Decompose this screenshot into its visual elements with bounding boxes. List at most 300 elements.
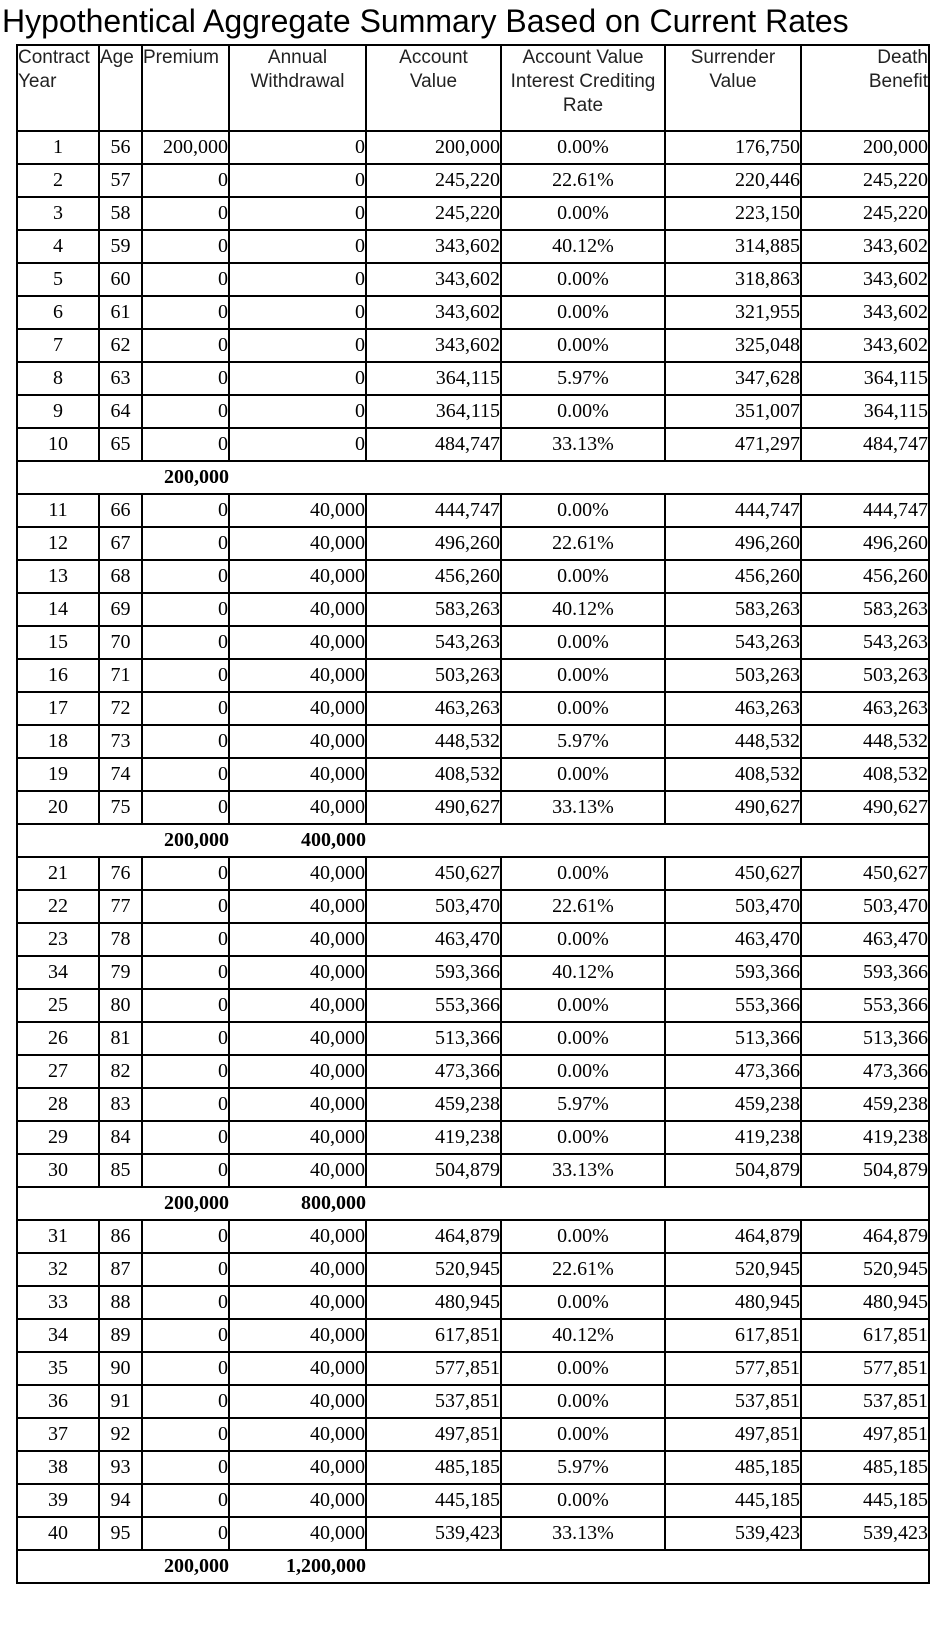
cell-death-benefit: 343,602 (801, 296, 929, 329)
subtotal-empty-cell (366, 1550, 501, 1583)
cell-surrender-value: 463,470 (665, 923, 801, 956)
cell-premium: 0 (142, 230, 229, 263)
cell-account-value: 513,366 (366, 1022, 501, 1055)
cell-age: 95 (99, 1517, 142, 1550)
cell-premium: 0 (142, 1451, 229, 1484)
table-row (17, 329, 929, 362)
cell-death-benefit: 496,260 (801, 527, 929, 560)
cell-age: 58 (99, 197, 142, 230)
subtotal-premium: 200,000 (142, 1550, 229, 1583)
cell-death-benefit: 245,220 (801, 164, 929, 197)
subtotal-row (17, 824, 929, 857)
table-row (17, 626, 929, 659)
cell-interest-rate: 33.13% (501, 1517, 665, 1550)
table-row (17, 791, 929, 824)
subtotal-row (17, 1550, 929, 1583)
cell-age: 70 (99, 626, 142, 659)
subtotal-empty-cell (99, 461, 142, 494)
cell-interest-rate: 0.00% (501, 659, 665, 692)
subtotal-empty-cell (366, 461, 501, 494)
cell-premium: 0 (142, 857, 229, 890)
cell-annual-withdrawal: 40,000 (229, 989, 366, 1022)
cell-death-benefit: 617,851 (801, 1319, 929, 1352)
cell-premium: 0 (142, 1286, 229, 1319)
cell-premium: 0 (142, 527, 229, 560)
cell-annual-withdrawal: 0 (229, 263, 366, 296)
cell-premium: 0 (142, 593, 229, 626)
header-line: Interest Crediting (510, 71, 656, 92)
table-row (17, 1286, 929, 1319)
cell-contract-year: 18 (17, 725, 99, 758)
cell-account-value: 583,263 (366, 593, 501, 626)
cell-annual-withdrawal: 40,000 (229, 956, 366, 989)
cell-contract-year: 40 (17, 1517, 99, 1550)
header-line: Rate (562, 95, 604, 116)
cell-annual-withdrawal: 40,000 (229, 1319, 366, 1352)
cell-premium: 0 (142, 758, 229, 791)
subtotal-empty-cell (665, 1550, 801, 1583)
cell-interest-rate: 0.00% (501, 758, 665, 791)
cell-death-benefit: 503,263 (801, 659, 929, 692)
subtotal-empty-cell (17, 1550, 99, 1583)
cell-contract-year: 33 (17, 1286, 99, 1319)
cell-account-value: 480,945 (366, 1286, 501, 1319)
cell-interest-rate: 0.00% (501, 1220, 665, 1253)
table-row (17, 1088, 929, 1121)
cell-death-benefit: 513,366 (801, 1022, 929, 1055)
table-row (17, 164, 929, 197)
cell-surrender-value: 471,297 (665, 428, 801, 461)
cell-annual-withdrawal: 0 (229, 164, 366, 197)
cell-premium: 0 (142, 1319, 229, 1352)
table-row (17, 1055, 929, 1088)
cell-account-value: 245,220 (366, 197, 501, 230)
cell-contract-year: 12 (17, 527, 99, 560)
table-row (17, 1517, 929, 1550)
subtotal-row (17, 461, 929, 494)
cell-age: 73 (99, 725, 142, 758)
cell-surrender-value: 450,627 (665, 857, 801, 890)
cell-annual-withdrawal: 40,000 (229, 494, 366, 527)
subtotal-empty-cell (801, 1550, 929, 1583)
cell-interest-rate: 0.00% (501, 1385, 665, 1418)
cell-surrender-value: 485,185 (665, 1451, 801, 1484)
cell-death-benefit: 419,238 (801, 1121, 929, 1154)
cell-age: 82 (99, 1055, 142, 1088)
table-body (17, 131, 929, 1583)
header-annual-withdrawal (229, 45, 366, 131)
cell-interest-rate: 0.00% (501, 395, 665, 428)
cell-death-benefit: 343,602 (801, 329, 929, 362)
cell-surrender-value: 176,750 (665, 131, 801, 164)
subtotal-withdrawal: 800,000 (229, 1187, 366, 1220)
cell-account-value: 343,602 (366, 296, 501, 329)
cell-premium: 0 (142, 263, 229, 296)
cell-account-value: 503,470 (366, 890, 501, 923)
cell-age: 68 (99, 560, 142, 593)
subtotal-empty-cell (801, 1187, 929, 1220)
cell-annual-withdrawal: 40,000 (229, 1451, 366, 1484)
cell-annual-withdrawal: 40,000 (229, 1517, 366, 1550)
cell-interest-rate: 0.00% (501, 494, 665, 527)
cell-annual-withdrawal: 40,000 (229, 725, 366, 758)
cell-account-value: 456,260 (366, 560, 501, 593)
cell-age: 72 (99, 692, 142, 725)
table-row (17, 956, 929, 989)
cell-premium: 0 (142, 1220, 229, 1253)
table-row (17, 758, 929, 791)
cell-age: 78 (99, 923, 142, 956)
cell-age: 61 (99, 296, 142, 329)
cell-annual-withdrawal: 40,000 (229, 560, 366, 593)
cell-interest-rate: 5.97% (501, 1451, 665, 1484)
cell-contract-year: 10 (17, 428, 99, 461)
cell-account-value: 343,602 (366, 263, 501, 296)
table-row (17, 890, 929, 923)
cell-premium: 0 (142, 494, 229, 527)
cell-death-benefit: 364,115 (801, 395, 929, 428)
cell-contract-year: 2 (17, 164, 99, 197)
subtotal-empty-cell (801, 461, 929, 494)
header-surrender-value (665, 45, 801, 131)
cell-annual-withdrawal: 0 (229, 230, 366, 263)
cell-age: 74 (99, 758, 142, 791)
subtotal-empty-cell (801, 824, 929, 857)
cell-contract-year: 14 (17, 593, 99, 626)
cell-interest-rate: 5.97% (501, 362, 665, 395)
cell-contract-year: 39 (17, 1484, 99, 1517)
table-row (17, 1418, 929, 1451)
cell-surrender-value: 577,851 (665, 1352, 801, 1385)
cell-age: 65 (99, 428, 142, 461)
cell-surrender-value: 513,366 (665, 1022, 801, 1055)
cell-contract-year: 3 (17, 197, 99, 230)
table-row (17, 692, 929, 725)
cell-premium: 0 (142, 1154, 229, 1187)
cell-interest-rate: 0.00% (501, 626, 665, 659)
page-title: Hypothentical Aggregate Summary Based on Current Rates (2, 3, 849, 39)
cell-contract-year: 11 (17, 494, 99, 527)
cell-age: 94 (99, 1484, 142, 1517)
table-row (17, 1220, 929, 1253)
cell-annual-withdrawal: 40,000 (229, 1418, 366, 1451)
cell-contract-year: 7 (17, 329, 99, 362)
cell-premium: 0 (142, 296, 229, 329)
cell-age: 69 (99, 593, 142, 626)
cell-premium: 0 (142, 560, 229, 593)
cell-surrender-value: 503,470 (665, 890, 801, 923)
cell-premium: 0 (142, 725, 229, 758)
cell-annual-withdrawal: 40,000 (229, 1484, 366, 1517)
cell-age: 56 (99, 131, 142, 164)
cell-surrender-value: 520,945 (665, 1253, 801, 1286)
table-row (17, 197, 929, 230)
cell-contract-year: 26 (17, 1022, 99, 1055)
cell-age: 87 (99, 1253, 142, 1286)
cell-age: 71 (99, 659, 142, 692)
cell-age: 64 (99, 395, 142, 428)
cell-account-value: 539,423 (366, 1517, 501, 1550)
cell-age: 90 (99, 1352, 142, 1385)
cell-annual-withdrawal: 0 (229, 197, 366, 230)
cell-death-benefit: 444,747 (801, 494, 929, 527)
cell-contract-year: 28 (17, 1088, 99, 1121)
cell-contract-year: 4 (17, 230, 99, 263)
cell-account-value: 543,263 (366, 626, 501, 659)
cell-contract-year: 34 (17, 1319, 99, 1352)
cell-account-value: 490,627 (366, 791, 501, 824)
cell-account-value: 450,627 (366, 857, 501, 890)
cell-account-value: 459,238 (366, 1088, 501, 1121)
cell-premium: 0 (142, 890, 229, 923)
cell-account-value: 504,879 (366, 1154, 501, 1187)
cell-interest-rate: 5.97% (501, 725, 665, 758)
cell-death-benefit: 539,423 (801, 1517, 929, 1550)
cell-death-benefit: 464,879 (801, 1220, 929, 1253)
cell-death-benefit: 484,747 (801, 428, 929, 461)
cell-death-benefit: 456,260 (801, 560, 929, 593)
subtotal-empty-cell (501, 1550, 665, 1583)
cell-account-value: 364,115 (366, 362, 501, 395)
subtotal-empty-cell (665, 461, 801, 494)
cell-interest-rate: 0.00% (501, 1055, 665, 1088)
cell-surrender-value: 314,885 (665, 230, 801, 263)
cell-interest-rate: 0.00% (501, 263, 665, 296)
cell-age: 76 (99, 857, 142, 890)
cell-contract-year: 27 (17, 1055, 99, 1088)
table-row (17, 989, 929, 1022)
cell-surrender-value: 480,945 (665, 1286, 801, 1319)
cell-contract-year: 23 (17, 923, 99, 956)
cell-account-value: 473,366 (366, 1055, 501, 1088)
cell-surrender-value: 504,879 (665, 1154, 801, 1187)
cell-death-benefit: 577,851 (801, 1352, 929, 1385)
cell-premium: 0 (142, 164, 229, 197)
cell-interest-rate: 22.61% (501, 164, 665, 197)
cell-interest-rate: 0.00% (501, 1121, 665, 1154)
cell-contract-year: 34 (17, 956, 99, 989)
table-row (17, 395, 929, 428)
cell-premium: 0 (142, 1517, 229, 1550)
cell-annual-withdrawal: 0 (229, 296, 366, 329)
cell-interest-rate: 0.00% (501, 923, 665, 956)
cell-age: 62 (99, 329, 142, 362)
cell-age: 92 (99, 1418, 142, 1451)
cell-premium: 0 (142, 956, 229, 989)
cell-contract-year: 36 (17, 1385, 99, 1418)
cell-account-value: 503,263 (366, 659, 501, 692)
cell-death-benefit: 448,532 (801, 725, 929, 758)
header-premium (142, 45, 229, 131)
cell-account-value: 444,747 (366, 494, 501, 527)
cell-surrender-value: 220,446 (665, 164, 801, 197)
cell-surrender-value: 490,627 (665, 791, 801, 824)
cell-death-benefit: 364,115 (801, 362, 929, 395)
cell-annual-withdrawal: 0 (229, 329, 366, 362)
cell-annual-withdrawal: 40,000 (229, 626, 366, 659)
cell-surrender-value: 351,007 (665, 395, 801, 428)
summary-table (16, 44, 930, 1584)
cell-death-benefit: 473,366 (801, 1055, 929, 1088)
cell-death-benefit: 245,220 (801, 197, 929, 230)
cell-age: 88 (99, 1286, 142, 1319)
cell-account-value: 343,602 (366, 230, 501, 263)
cell-premium: 0 (142, 989, 229, 1022)
cell-interest-rate: 22.61% (501, 890, 665, 923)
cell-interest-rate: 0.00% (501, 1484, 665, 1517)
header-line: Annual (267, 47, 328, 68)
cell-contract-year: 22 (17, 890, 99, 923)
cell-account-value: 497,851 (366, 1418, 501, 1451)
header-account-value (366, 45, 501, 131)
header-age (99, 45, 142, 131)
cell-account-value: 448,532 (366, 725, 501, 758)
subtotal-empty-cell (99, 1550, 142, 1583)
cell-interest-rate: 0.00% (501, 1418, 665, 1451)
cell-contract-year: 29 (17, 1121, 99, 1154)
cell-death-benefit: 490,627 (801, 791, 929, 824)
subtotal-withdrawal: 1,200,000 (229, 1550, 366, 1583)
cell-death-benefit: 343,602 (801, 230, 929, 263)
cell-account-value: 593,366 (366, 956, 501, 989)
cell-annual-withdrawal: 40,000 (229, 758, 366, 791)
header-interest-rate (501, 45, 665, 131)
cell-account-value: 200,000 (366, 131, 501, 164)
cell-interest-rate: 33.13% (501, 1154, 665, 1187)
cell-age: 63 (99, 362, 142, 395)
cell-surrender-value: 593,366 (665, 956, 801, 989)
cell-surrender-value: 444,747 (665, 494, 801, 527)
cell-death-benefit: 537,851 (801, 1385, 929, 1418)
cell-contract-year: 15 (17, 626, 99, 659)
cell-interest-rate: 0.00% (501, 989, 665, 1022)
table-row (17, 593, 929, 626)
cell-death-benefit: 445,185 (801, 1484, 929, 1517)
cell-age: 77 (99, 890, 142, 923)
header-line: Benefit (868, 71, 928, 92)
header-line: Withdrawal (250, 71, 345, 92)
subtotal-withdrawal (229, 461, 366, 494)
cell-contract-year: 35 (17, 1352, 99, 1385)
cell-death-benefit: 408,532 (801, 758, 929, 791)
subtotal-empty-cell (501, 824, 665, 857)
cell-annual-withdrawal: 40,000 (229, 1088, 366, 1121)
cell-age: 67 (99, 527, 142, 560)
cell-account-value: 496,260 (366, 527, 501, 560)
cell-annual-withdrawal: 40,000 (229, 1286, 366, 1319)
subtotal-premium: 200,000 (142, 824, 229, 857)
cell-death-benefit: 480,945 (801, 1286, 929, 1319)
cell-interest-rate: 0.00% (501, 329, 665, 362)
cell-contract-year: 19 (17, 758, 99, 791)
cell-death-benefit: 583,263 (801, 593, 929, 626)
cell-premium: 0 (142, 923, 229, 956)
cell-contract-year: 9 (17, 395, 99, 428)
table-row (17, 725, 929, 758)
cell-account-value: 464,879 (366, 1220, 501, 1253)
cell-annual-withdrawal: 40,000 (229, 857, 366, 890)
subtotal-empty-cell (366, 824, 501, 857)
cell-surrender-value: 318,863 (665, 263, 801, 296)
subtotal-empty-cell (501, 461, 665, 494)
cell-interest-rate: 22.61% (501, 1253, 665, 1286)
cell-premium: 0 (142, 692, 229, 725)
cell-death-benefit: 520,945 (801, 1253, 929, 1286)
cell-surrender-value: 583,263 (665, 593, 801, 626)
table-row (17, 1253, 929, 1286)
cell-account-value: 537,851 (366, 1385, 501, 1418)
cell-annual-withdrawal: 40,000 (229, 791, 366, 824)
cell-premium: 0 (142, 329, 229, 362)
cell-annual-withdrawal: 0 (229, 131, 366, 164)
cell-surrender-value: 463,263 (665, 692, 801, 725)
cell-surrender-value: 459,238 (665, 1088, 801, 1121)
cell-surrender-value: 553,366 (665, 989, 801, 1022)
cell-annual-withdrawal: 40,000 (229, 1220, 366, 1253)
cell-surrender-value: 537,851 (665, 1385, 801, 1418)
cell-age: 83 (99, 1088, 142, 1121)
cell-annual-withdrawal: 0 (229, 428, 366, 461)
cell-death-benefit: 200,000 (801, 131, 929, 164)
cell-surrender-value: 321,955 (665, 296, 801, 329)
subtotal-empty-cell (17, 1187, 99, 1220)
cell-account-value: 343,602 (366, 329, 501, 362)
cell-death-benefit: 463,263 (801, 692, 929, 725)
cell-contract-year: 25 (17, 989, 99, 1022)
table-row (17, 362, 929, 395)
subtotal-withdrawal: 400,000 (229, 824, 366, 857)
cell-surrender-value: 448,532 (665, 725, 801, 758)
cell-annual-withdrawal: 40,000 (229, 1253, 366, 1286)
cell-interest-rate: 0.00% (501, 857, 665, 890)
cell-surrender-value: 543,263 (665, 626, 801, 659)
header-row (17, 45, 929, 131)
cell-interest-rate: 0.00% (501, 692, 665, 725)
header-line: Age (100, 47, 134, 68)
cell-premium: 0 (142, 395, 229, 428)
cell-surrender-value: 408,532 (665, 758, 801, 791)
cell-annual-withdrawal: 40,000 (229, 593, 366, 626)
table-row (17, 1121, 929, 1154)
subtotal-row (17, 1187, 929, 1220)
cell-annual-withdrawal: 40,000 (229, 1121, 366, 1154)
cell-interest-rate: 0.00% (501, 296, 665, 329)
subtotal-empty-cell (99, 824, 142, 857)
cell-death-benefit: 593,366 (801, 956, 929, 989)
cell-age: 66 (99, 494, 142, 527)
cell-annual-withdrawal: 40,000 (229, 692, 366, 725)
table-row (17, 1154, 929, 1187)
cell-death-benefit: 503,470 (801, 890, 929, 923)
table-row (17, 131, 929, 164)
cell-premium: 0 (142, 626, 229, 659)
cell-account-value: 408,532 (366, 758, 501, 791)
cell-age: 59 (99, 230, 142, 263)
table-row (17, 1022, 929, 1055)
cell-surrender-value: 617,851 (665, 1319, 801, 1352)
cell-interest-rate: 0.00% (501, 1286, 665, 1319)
cell-surrender-value: 456,260 (665, 560, 801, 593)
table-row (17, 494, 929, 527)
subtotal-premium: 200,000 (142, 461, 229, 494)
cell-annual-withdrawal: 40,000 (229, 923, 366, 956)
subtotal-empty-cell (17, 824, 99, 857)
cell-interest-rate: 40.12% (501, 1319, 665, 1352)
header-line: Premium (143, 47, 220, 68)
cell-premium: 0 (142, 1418, 229, 1451)
cell-account-value: 419,238 (366, 1121, 501, 1154)
table-row (17, 659, 929, 692)
